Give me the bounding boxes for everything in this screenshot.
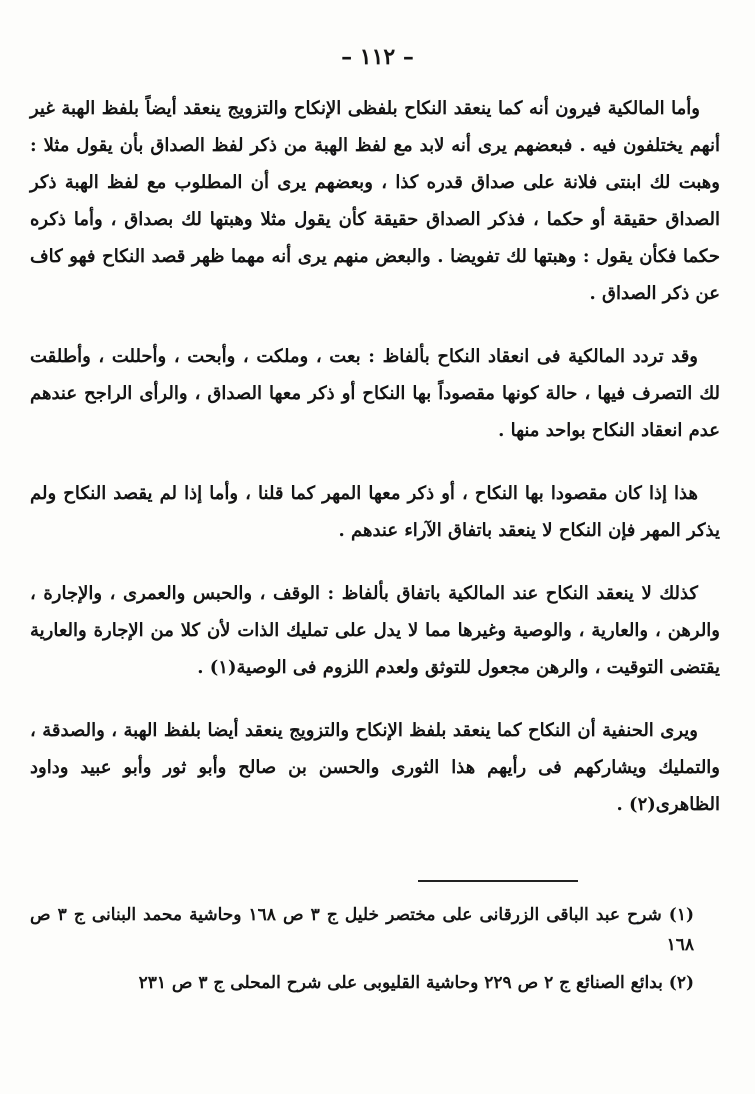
paragraph-malikiyya-alfaz: وقد تردد المالكية فى انعقاد النكاح بألفاظ : بعت ، وملكت ، وأبحت ، وأحللت ، وأطلقت لك التصرف فيها ، حالة كونها مقصوداً بها النكاح أو ذكر معها الصداق ، والرأى الراجح عندهم عدم انعقاد النكاح بواحد منها . (30, 346, 720, 441)
paragraph-qasd-nikah: هذا إذا كان مقصودا بها النكاح ، أو ذكر معها المهر كما قلنا ، وأما إذا لم يقصد النكاح ولم يذكر المهر فإن النكاح لا ينعقد باتفاق الآراء عندهم . (30, 483, 720, 541)
footnote-2: (٢) بدائع الصنائع ج ٢ ص ٢٢٩ وحاشية القليوبى على شرح المحلى ج ٣ ص ٢٣١ (138, 973, 694, 993)
footnote-1: (١) شرح عبد الباقى الزرقانى على مختصر خليل ج ٣ ص ١٦٨ وحاشية محمد البنانى ج ٣ ص ١٦٨ (30, 905, 694, 955)
page-number: – ١١٢ – (341, 44, 414, 70)
paragraph-hanafiyya: ويرى الحنفية أن النكاح كما ينعقد بلفظ الإنكاح والتزويج ينعقد أيضا بلفظ الهبة ، والصدقة ، والتمليك ويشاركهم فى رأيهم هذا الثورى والحسن بن صالح وأبو ثور وأبو عبيد وداود الظاهرى(٢) . (30, 720, 720, 815)
footnote-divider (418, 880, 578, 882)
main-text (30, 90, 720, 849)
paragraph-malikiyya-hiba: وأما المالكية فيرون أنه كما ينعقد النكاح بلفظى الإنكاح والتزويج ينعقد أيضاً بلفظ الهبة غير أنهم يختلفون فيه . فبعضهم يرى أنه لابد مع لفظ الهبة من ذكر لفظ الصداق بأن يقول مثلا : وهبت لك ابنتى فلانة على صداق قدره كذا ، وبعضهم يرى أن المطلوب مع لفظ الهبة ذكر الصداق حقيقة أو حكما ، فذكر الصداق حقيقة كأن يقول مثلا وهبتها لك بصداق ، وأما ذكره حكما فكأن يقول : وهبتها لك تفويضا . والبعض منهم يرى أنه مهما ظهر قصد النكاح فهو كاف عن ذكر الصداق . (30, 98, 720, 304)
footnotes (30, 900, 720, 1006)
paragraph-la-yanaqid: كذلك لا ينعقد النكاح عند المالكية باتفاق بألفاظ : الوقف ، والحبس والعمرى ، والإجارة ، والرهن ، والعارية ، والوصية وغيرها مما لا يدل على تمليك الذات لأن كلا من الإجارة والعارية يقتضى التوقيت ، والرهن مجعول للتوثق ولعدم اللزوم فى الوصية(١) . (30, 583, 720, 678)
